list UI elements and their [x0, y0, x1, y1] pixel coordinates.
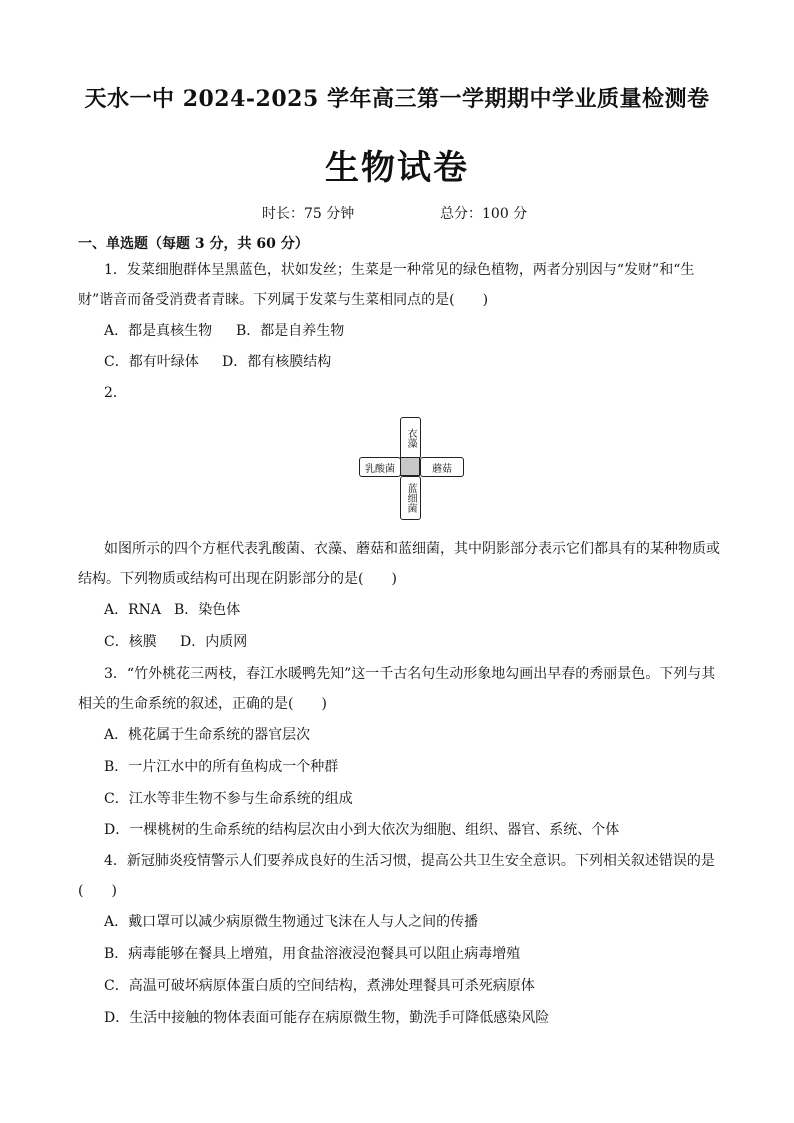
q3-stem-line1: 3．“竹外桃花三两枝，春江水暖鸭先知”这一千古名句生动形象地勾画出早春的秀丽景色。下列与其 [104, 666, 716, 682]
q1-stem-line2: 财”谐音而备受消费者青睐。下列属于发菜与生菜相同点的是( ) [78, 292, 489, 308]
q4-option-d: D．生活中接触的物体表面可能存在病原微生物，勤洗手可降低感染风险 [104, 1010, 550, 1026]
q4-option-c: C．高温可破坏病原体蛋白质的空间结构，煮沸处理餐具可杀死病原体 [104, 978, 535, 994]
diagram-shaded-overlap [400, 457, 420, 476]
diagram-box-right: 蘑菇 [420, 457, 464, 477]
exam-total-score: 总分：100 分 [440, 206, 528, 222]
exam-title: 天水一中 2024-2025 学年高三第一学期期中学业质量检测卷 [84, 86, 710, 112]
q2-option-b: B．染色体 [174, 602, 241, 618]
q1-option-c: C．都有叶绿体 [104, 354, 199, 370]
diagram-box-top: 衣藻 [400, 417, 421, 459]
q1-option-b: B．都是自养生物 [236, 323, 345, 339]
diagram-box-left: 乳酸菌 [359, 457, 401, 477]
q4-option-b: B．病毒能够在餐具上增殖，用食盐溶液浸泡餐具可以阻止病毒增殖 [104, 946, 521, 962]
q3-option-d: D．一棵桃树的生命系统的结构层次由小到大依次为细胞、组织、器官、系统、个体 [104, 822, 620, 838]
section-title: 一、单选题（每题 3 分，共 60 分） [78, 236, 309, 252]
q3-option-c: C．江水等非生物不参与生命系统的组成 [104, 791, 353, 807]
q4-option-a: A．戴口罩可以减少病原微生物通过飞沫在人与人之间的传播 [104, 914, 479, 930]
q2-number: 2． [104, 385, 127, 401]
q3-option-a: A．桃花属于生命系统的器官层次 [104, 727, 311, 743]
q2-option-a: A．RNA [104, 602, 162, 618]
q1-option-d: D．都有核膜结构 [222, 354, 332, 370]
q2-option-d: D．内质网 [180, 634, 248, 650]
q1-stem-line1: 1．发菜细胞群体呈黑蓝色，状如发丝；生菜是一种常见的绿色植物，两者分别因与“发财”和“生 [104, 262, 695, 278]
diagram-box-bottom: 蓝细菌 [400, 476, 421, 520]
q2-stem-line2: 结构。下列物质或结构可出现在阴影部分的是( ) [78, 571, 397, 587]
q4-stem-line2: ( ) [78, 883, 117, 899]
exam-duration: 时长：75 分钟 [262, 206, 355, 222]
q3-option-b: B．一片江水中的所有鱼构成一个种群 [104, 759, 339, 775]
subject-title: 生物试卷 [325, 148, 469, 188]
q2-stem-line1: 如图所示的四个方框代表乳酸菌、衣藻、蘑菇和蓝细菌，其中阴影部分表示它们都具有的某种物质或 [104, 541, 720, 557]
q3-stem-line2: 相关的生命系统的叙述，正确的是( ) [78, 696, 327, 712]
q2-option-c: C．核膜 [104, 634, 157, 650]
q4-stem-line1: 4．新冠肺炎疫情警示人们要养成良好的生活习惯，提高公共卫生安全意识。下列相关叙述错误的是 [104, 853, 715, 869]
q1-option-a: A．都是真核生物 [104, 323, 213, 339]
q2-cross-diagram [359, 417, 463, 519]
